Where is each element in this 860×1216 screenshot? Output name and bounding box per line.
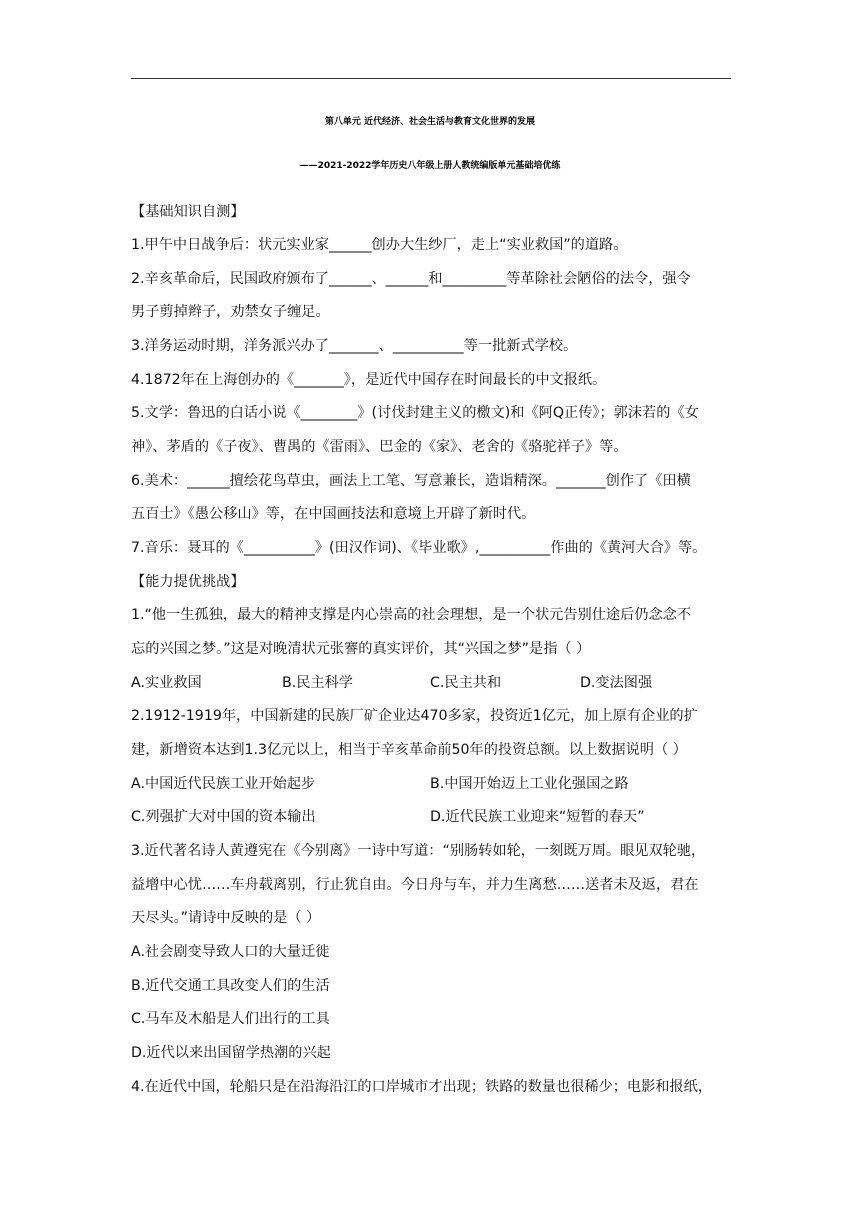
question-3-stem: 天尽头。”请诗中反映的是（ ）: [131, 910, 321, 926]
question-1-option-c[interactable]: C.民主共和: [430, 675, 502, 691]
question-3-option-d[interactable]: D.近代以来出国留学热潮的兴起: [131, 1045, 331, 1061]
question-2-stem: 2.1912-1919年，中国新建的民族厂矿企业达470多家，投资近1亿元，加上原有企业的扩: [131, 708, 698, 724]
basic-line: 1.甲午中日战争后：状元实业家______创办大生纱厂，走上“实业救国”的道路。: [131, 237, 628, 253]
question-3-option-b[interactable]: B.近代交通工具改变人们的生活: [131, 978, 330, 994]
page-title: 第八单元 近代经济、社会生活与教育文化世界的发展: [324, 117, 536, 127]
basic-line: 2.辛亥革命后，民国政府颁布了______、______和_________等革除社会陋俗的法令，强令: [131, 271, 691, 287]
basic-line: 7.音乐：聂耳的《__________》(田汉作词)、《毕业歌》,__________作曲的《黄河大合》等。: [131, 540, 707, 556]
question-3-stem: 益增中心忧……车舟载离别，行止犹自由。今日舟与车，并力生离愁……送者未及返，君在: [131, 877, 699, 893]
basic-line: 3.洋务运动时期，洋务派兴办了_______、__________等一批新式学校。: [131, 338, 578, 354]
section-heading-advanced: 【能力提优挑战】: [131, 574, 245, 590]
page-subtitle: ——2021-2022学年历史八年级上册人教统编版单元基础培优练: [299, 161, 561, 171]
header-rule: [131, 78, 731, 79]
basic-line: 5.文学：鲁迅的白话小说《________》(讨伐封建主义的檄文)和《阿Q正传》；郭沫若的《女: [131, 405, 699, 421]
question-3-option-a[interactable]: A.社会剧变导致人口的大量迁徙: [131, 944, 330, 960]
basic-line: 4.1872年在上海创办的《_______》，是近代中国存在时间最长的中文报纸。: [131, 372, 607, 388]
question-2-option-a[interactable]: A.中国近代民族工业开始起步: [131, 776, 316, 792]
basic-line: 男子剪掉辫子，劝禁女子缠足。: [131, 304, 330, 320]
question-2-option-c[interactable]: C.列强扩大对中国的资本输出: [131, 809, 316, 825]
question-1-option-b[interactable]: B.民主科学: [282, 675, 353, 691]
section-heading-basic: 【基础知识自测】: [131, 204, 245, 220]
question-3-option-c[interactable]: C.马车及木船是人们出行的工具: [131, 1011, 330, 1027]
basic-line: 五百士》《愚公移山》等，在中国画技法和意境上开辟了新时代。: [131, 506, 536, 522]
question-3-stem: 3.近代著名诗人黄遵宪在《今别离》一诗中写道：“别肠转如轮，一刻既万周。眼见双轮驰，: [131, 843, 706, 859]
question-2-stem: 建，新增资本达到1.3亿元以上，相当于辛亥革命前50年的投资总额。以上数据说明（ ）: [131, 742, 687, 758]
question-2-option-b[interactable]: B.中国开始迈上工业化强国之路: [430, 776, 629, 792]
question-1-option-a[interactable]: A.实业救国: [131, 675, 202, 691]
basic-line: 神》、茅盾的《子夜》、曹禺的《雷雨》、巴金的《家》、老舍的《骆驼祥子》等。: [131, 439, 628, 455]
question-2-option-d[interactable]: D.近代民族工业迎来“短暂的春天”: [430, 809, 645, 825]
basic-line: 6.美术：______擅绘花鸟草虫，画法上工笔、写意兼长，造诣精深。_______创作了《田横: [131, 473, 691, 489]
question-1-option-d[interactable]: D.变法图强: [580, 675, 653, 691]
question-4-stem: 4.在近代中国，轮船只是在沿海沿江的口岸城市才出现；铁路的数量也很稀少；电影和报纸，: [131, 1079, 713, 1095]
question-1-stem: 1.“他一生孤独，最大的精神支撑是内心崇高的社会理想，是一个状元告别仕途后仍念念不: [131, 607, 692, 623]
question-1-stem: 忘的兴国之梦。”这是对晚清状元张謇的真实评价，其“兴国之梦”是指（ ）: [131, 641, 591, 657]
